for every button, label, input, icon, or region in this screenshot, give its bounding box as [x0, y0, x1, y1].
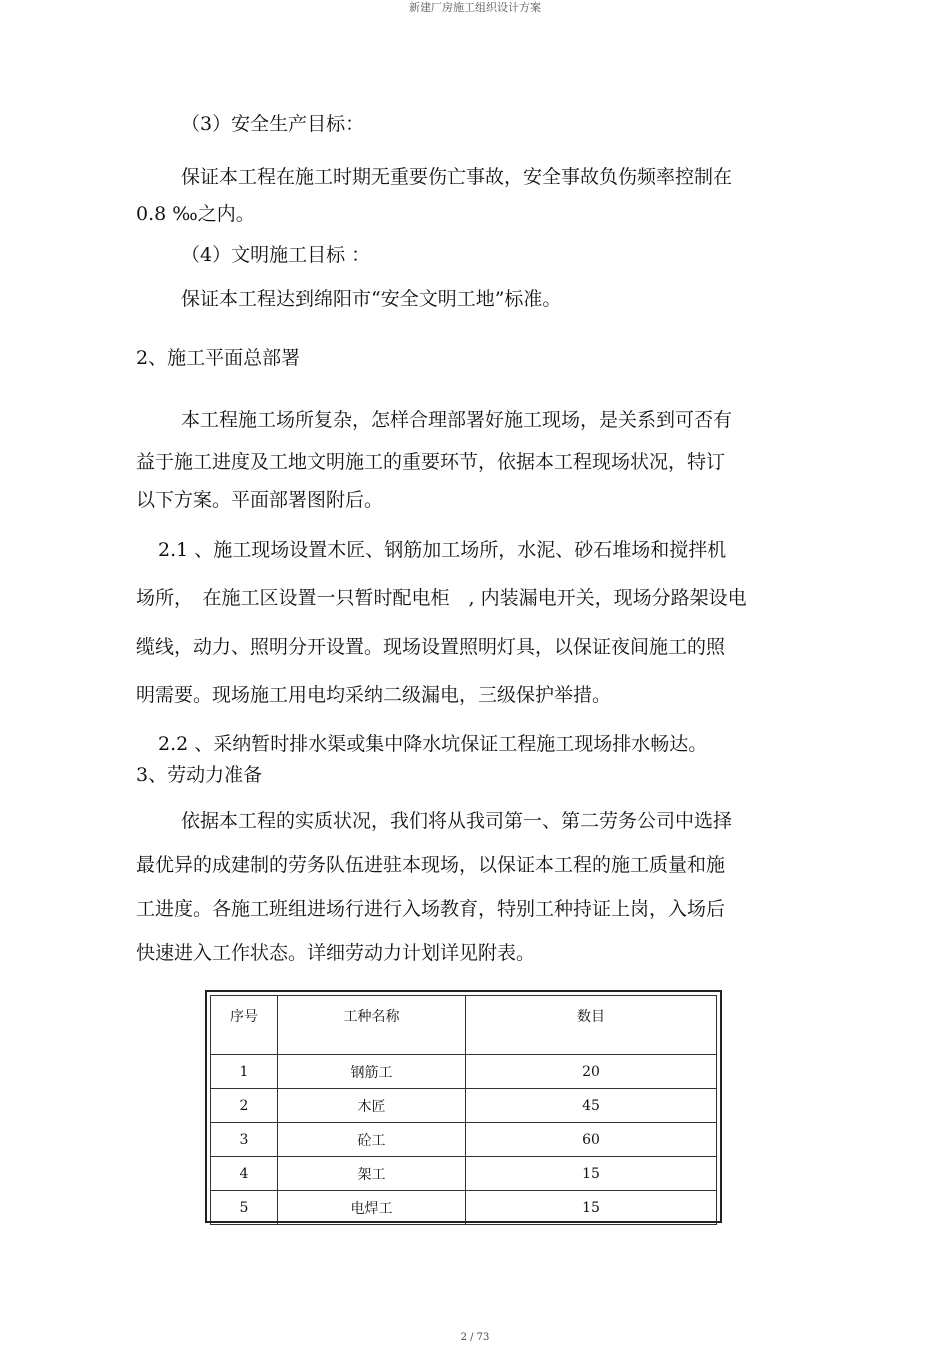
paragraph-line: 缆线，动力、照明分开设置。现场设置照明灯具，以保证夜间施工的照 — [136, 636, 726, 658]
paragraph-line: 依据本工程的实质状况，我们将从我司第一、第二劳务公司中选择 — [181, 810, 733, 832]
table-row — [211, 1157, 717, 1191]
section-heading-layout: 2、施工平面总部署 — [136, 347, 301, 369]
paragraph-line: 快速进入工作状态。详细劳动力计划详见附表。 — [136, 942, 536, 964]
header-cell-index: 序号 — [211, 996, 278, 1055]
cell-count: 20 — [466, 1055, 717, 1089]
cell-trade: 架工 — [278, 1157, 466, 1191]
section-heading-labor: 3、劳动力准备 — [136, 764, 263, 786]
cell-index: 2 — [211, 1089, 278, 1123]
paragraph-line: 2.2 、采纳暂时排水渠或集中降水坑保证工程施工现场排水畅达。 — [158, 733, 708, 755]
header-cell-count: 数目 — [466, 996, 717, 1055]
cell-index: 5 — [211, 1191, 278, 1225]
cell-trade: 木匠 — [278, 1089, 466, 1123]
paragraph-line: 工进度。各施工班组进场行进行入场教育，特别工种持证上岗，入场后 — [136, 898, 726, 920]
paragraph-line: 最优异的成建制的劳务队伍进驻本现场，以保证本工程的施工质量和施 — [136, 854, 726, 876]
cell-count: 60 — [466, 1123, 717, 1157]
cell-trade: 砼工 — [278, 1123, 466, 1157]
paragraph-line: 本工程施工场所复杂，怎样合理部署好施工现场，是关系到可否有 — [181, 409, 733, 431]
paragraph-line: 0.8 ‰之内。 — [136, 203, 255, 225]
table-row — [211, 1123, 717, 1157]
table-header-row — [211, 996, 717, 1055]
paragraph-line: 保证本工程达到绵阳市“安全文明工地”标准。 — [181, 288, 562, 310]
cell-count: 15 — [466, 1157, 717, 1191]
paragraph-line: 明需要。现场施工用电均采纳二级漏电，三级保护举措。 — [136, 684, 612, 706]
section-heading-safety: （3）安全生产目标： — [181, 113, 365, 135]
cell-trade: 电焊工 — [278, 1191, 466, 1225]
header-cell-trade: 工种名称 — [278, 996, 466, 1055]
paragraph-line: 以下方案。平面部署图附后。 — [136, 489, 384, 511]
cell-trade: 钢筋工 — [278, 1055, 466, 1089]
table-row — [211, 1191, 717, 1225]
paragraph-line: 益于施工进度及工地文明施工的重要环节，依据本工程现场状况，特订 — [136, 451, 726, 473]
cell-index: 3 — [211, 1123, 278, 1157]
cell-count: 45 — [466, 1089, 717, 1123]
section-heading-civilized: （4）文明施工目标 ： — [181, 244, 371, 266]
cell-count: 15 — [466, 1191, 717, 1225]
page-number: 2 / 73 — [460, 1332, 490, 1343]
cell-index: 4 — [211, 1157, 278, 1191]
cell-index: 1 — [211, 1055, 278, 1089]
page-header: 新建厂房施工组织设计方案 — [409, 1, 541, 14]
table-row — [211, 1089, 717, 1123]
paragraph-line: 保证本工程在施工时期无重要伤亡事故，安全事故负伤频率控制在 — [181, 166, 733, 188]
paragraph-line: 场所， 在施工区设置一只暂时配电柜 , 内装漏电开关，现场分路架设电 — [136, 587, 747, 609]
paragraph-line: 2.1 、施工现场设置木匠、钢筋加工场所，水泥、砂石堆场和搅拌机 — [158, 539, 727, 561]
labor-table — [205, 990, 722, 1223]
table-row — [211, 1055, 717, 1089]
